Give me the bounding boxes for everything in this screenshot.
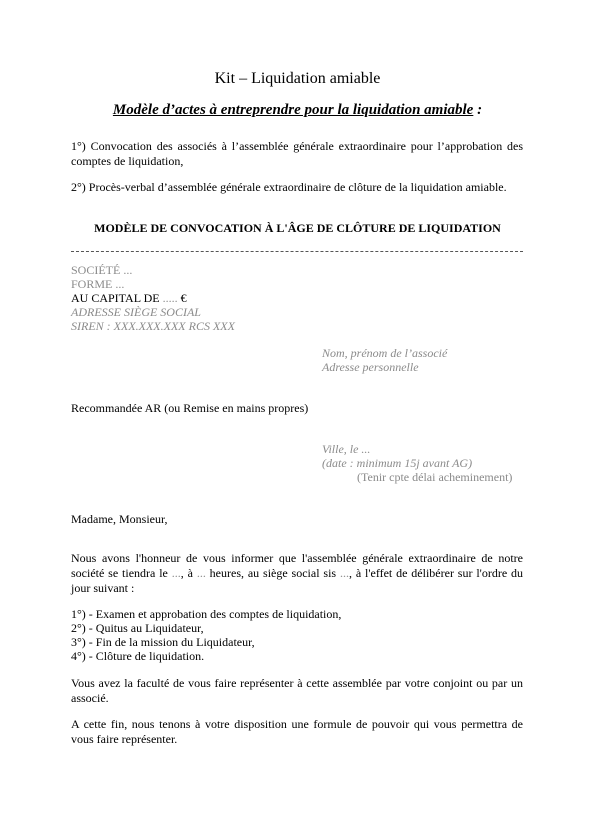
agenda-item: 2°) - Quitus au Liquidateur, [71,621,204,635]
capital-value: ..... [162,291,178,305]
company-address: ADRESSE SIÈGE SOCIAL [71,305,201,319]
meeting-address-blank: ... [339,566,349,580]
letter-paragraph-2: Vous avez la faculté de vous faire représenter à cette assemblée par votre conjoint ou par un associé. [71,676,523,705]
recipient-address: Adresse personnelle [322,360,419,374]
agenda-list [71,607,341,663]
capital-label: AU CAPITAL DE [71,291,163,305]
meeting-date-blank: ... [171,566,181,580]
meeting-hour-blank: ... [196,566,206,580]
document-title: Kit – Liquidation amiable [214,70,381,87]
agenda-item: 4°) - Clôture de liquidation. [71,649,205,663]
date-note: (date : minimum 15j avant AG) [322,456,473,470]
agenda-item: 1°) - Examen et approbation des comptes de liquidation, [71,607,342,621]
agenda-item: 3°) - Fin de la mission du Liquidateur, [71,635,255,649]
subtitle-colon: : [473,102,483,118]
salutation: Madame, Monsieur, [71,512,168,526]
delivery-method: Recommandée AR (ou Remise en mains propres) [71,401,309,415]
p1-text-c: heures, au siège social sis [205,566,340,580]
dashed-divider [71,251,523,254]
recipient-name: Nom, prénom de l’associé [322,346,448,360]
p1-text-b: , à [180,566,197,580]
document-subtitle [0,101,595,119]
place-date: Ville, le ... [322,442,371,456]
company-form: FORME ... [71,277,125,291]
intro-item-1: 1°) Convocation des associés à l’assemblée générale extraordinaire pour l’approbation des comptes de liquidation, [71,139,523,168]
company-siren: SIREN : XXX.XXX.XXX RCS XXX [71,319,235,333]
capital-currency: € [177,291,187,305]
intro-item-2: 2°) Procès-verbal d’assemblée générale extraordinaire de clôture de la liquidation amiable. [71,180,507,194]
section-heading: MODÈLE DE CONVOCATION À L'ÂGE DE CLÔTURE DE LIQUIDATION [94,221,501,235]
company-name: SOCIÉTÉ ... [71,263,133,277]
company-capital [71,291,187,305]
p1-text-a: Nous avons l'honneur de vous informer que l'assemblée générale extraordinaire de notre société se tiendra le [71,551,523,580]
subtitle-text: Modèle d’actes à entreprendre pour la liquidation amiable [112,102,474,118]
p1-text-d: , à l'effet de délibérer sur l'ordre du jour suivant : [71,566,524,595]
letter-paragraph-3: A cette fin, nous tenons à votre disposition une formule de pouvoir qui vous permettra de vous faire représenter. [71,717,523,746]
letter-paragraph-1 [71,551,523,596]
delay-note: (Tenir cpte délai acheminement) [357,470,513,484]
